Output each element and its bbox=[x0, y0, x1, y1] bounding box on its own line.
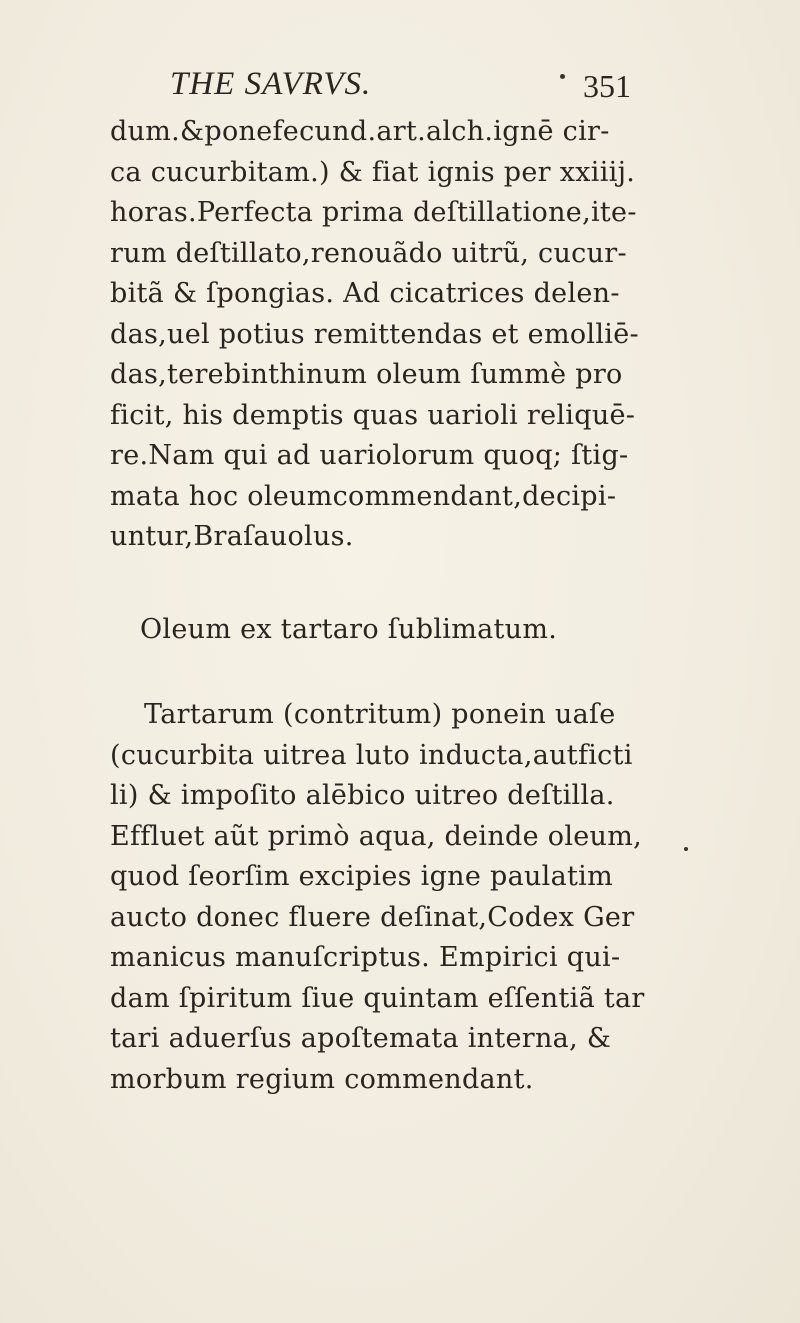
paragraph-1 bbox=[110, 112, 670, 558]
text-line: Effluet aũt primò aqua, deinde oleum, bbox=[110, 820, 643, 852]
text-line: ca cucurbitam.) & fiat ignis per xxiiij. bbox=[110, 156, 636, 188]
text-line: manicus manuſcriptus. Empirici qui- bbox=[110, 942, 621, 973]
text-line: morbum regium commendant. bbox=[110, 1063, 534, 1095]
paragraph-2 bbox=[110, 695, 670, 1100]
ink-speck bbox=[560, 74, 565, 79]
text-line: mata hoc oleumcommendant,decipi- bbox=[110, 480, 617, 512]
ink-speck bbox=[684, 847, 688, 851]
section-heading: Oleum ex tartaro ſublimatum. bbox=[140, 614, 558, 645]
text-line: dam ſpiritum ſiue quintam eſſentiã tar bbox=[110, 982, 645, 1014]
text-line: rum deſtillato,renouãdo uitrũ, cucur- bbox=[110, 237, 627, 269]
text-line: Tartarum (contritum) ponein uaſe bbox=[144, 699, 616, 730]
text-line: das,uel potius remittendas et emolliē- bbox=[110, 318, 639, 350]
text-line: das,terebinthinum oleum ſummè pro bbox=[110, 359, 623, 390]
text-line: bitã & ſpongias. Ad cicatrices delen- bbox=[110, 278, 620, 309]
text-line: re.Nam qui ad uariolorum quoq; ſtig- bbox=[110, 440, 629, 471]
text-line: ficit, his demptis quas uarioli reliquē- bbox=[110, 399, 636, 431]
text-line: horas.Perfecta prima deſtillatione,ite- bbox=[110, 197, 637, 228]
page-number: 351 bbox=[583, 68, 631, 104]
text-line: tari aduerſus apoſtemata interna, & bbox=[110, 1023, 612, 1054]
running-title: THE SAVRVS. bbox=[170, 66, 372, 102]
text-line: untur,Braſauolus. bbox=[110, 521, 354, 552]
page-header bbox=[0, 66, 800, 106]
text-line: quod ſeorſim excipies igne paulatim bbox=[110, 861, 613, 892]
text-line: li) & impoſito alēbico uitreo deſtilla. bbox=[110, 780, 615, 811]
text-line: (cucurbita uitrea luto inducta,autficti bbox=[110, 739, 633, 771]
text-line: aucto donec fluere deſinat,Codex Ger bbox=[110, 901, 635, 933]
text-line: dum.&ponefecund.art.alch.ignē cir- bbox=[110, 116, 610, 147]
